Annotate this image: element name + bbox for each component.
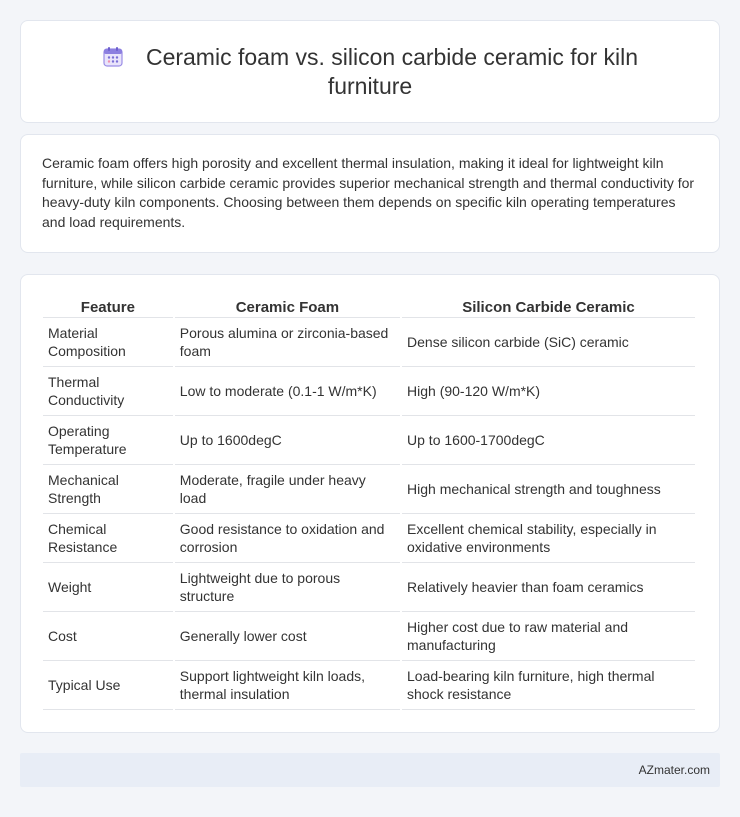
table-header-row: [43, 295, 695, 318]
feature-cell: Thermal Conductivity: [43, 367, 173, 416]
ceramic-foam-cell: Up to 1600degC: [175, 416, 400, 465]
ceramic-foam-cell: Moderate, fragile under heavy load: [175, 465, 400, 514]
silicon-carbide-cell: Dense silicon carbide (SiC) ceramic: [402, 318, 695, 367]
silicon-carbide-cell: High mechanical strength and toughness: [402, 465, 695, 514]
table-row: [43, 612, 695, 661]
ceramic-foam-cell: Porous alumina or zirconia-based foam: [175, 318, 400, 367]
column-header-silicon-carbide: Silicon Carbide Ceramic: [402, 295, 695, 318]
comparison-table: [41, 295, 697, 710]
summary-text: Ceramic foam offers high porosity and excellent thermal insulation, making it ideal for lightweight kiln furniture, while silicon carbide ceramic provides superior mechanical strength and thermal conductivity for heavy-duty kiln components. Choosing between them depends on specific kiln operating temperatures and load requirements.: [42, 155, 695, 230]
title-wrap: [70, 43, 670, 101]
table-row: [43, 367, 695, 416]
table-row: [43, 318, 695, 367]
silicon-carbide-cell: Load-bearing kiln furniture, high thermal shock resistance: [402, 661, 695, 710]
feature-cell: Chemical Resistance: [43, 514, 173, 563]
footer: [20, 753, 720, 787]
column-header-feature: Feature: [43, 295, 173, 318]
calendar-icon: [102, 46, 124, 68]
ceramic-foam-cell: Support lightweight kiln loads, thermal insulation: [175, 661, 400, 710]
silicon-carbide-cell: Higher cost due to raw material and manufacturing: [402, 612, 695, 661]
footer-site-link[interactable]: AZmater.com: [638, 763, 710, 777]
summary-card: [20, 134, 720, 253]
comparison-table-card: [20, 274, 720, 733]
feature-cell: Material Composition: [43, 318, 173, 367]
table-row: [43, 514, 695, 563]
column-header-ceramic-foam: Ceramic Foam: [175, 295, 400, 318]
page-title: Ceramic foam vs. silicon carbide ceramic for kiln furniture: [145, 43, 639, 99]
feature-cell: Mechanical Strength: [43, 465, 173, 514]
feature-cell: Cost: [43, 612, 173, 661]
silicon-carbide-cell: High (90-120 W/m*K): [402, 367, 695, 416]
title-card: [20, 20, 720, 123]
table-row: [43, 465, 695, 514]
feature-cell: Weight: [43, 563, 173, 612]
table-row: [43, 661, 695, 710]
ceramic-foam-cell: Lightweight due to porous structure: [175, 563, 400, 612]
table-row: [43, 563, 695, 612]
silicon-carbide-cell: Up to 1600-1700degC: [402, 416, 695, 465]
silicon-carbide-cell: Relatively heavier than foam ceramics: [402, 563, 695, 612]
silicon-carbide-cell: Excellent chemical stability, especially in oxidative environments: [402, 514, 695, 563]
ceramic-foam-cell: Low to moderate (0.1-1 W/m*K): [175, 367, 400, 416]
table-row: [43, 416, 695, 465]
ceramic-foam-cell: Generally lower cost: [175, 612, 400, 661]
ceramic-foam-cell: Good resistance to oxidation and corrosion: [175, 514, 400, 563]
feature-cell: Typical Use: [43, 661, 173, 710]
feature-cell: Operating Temperature: [43, 416, 173, 465]
